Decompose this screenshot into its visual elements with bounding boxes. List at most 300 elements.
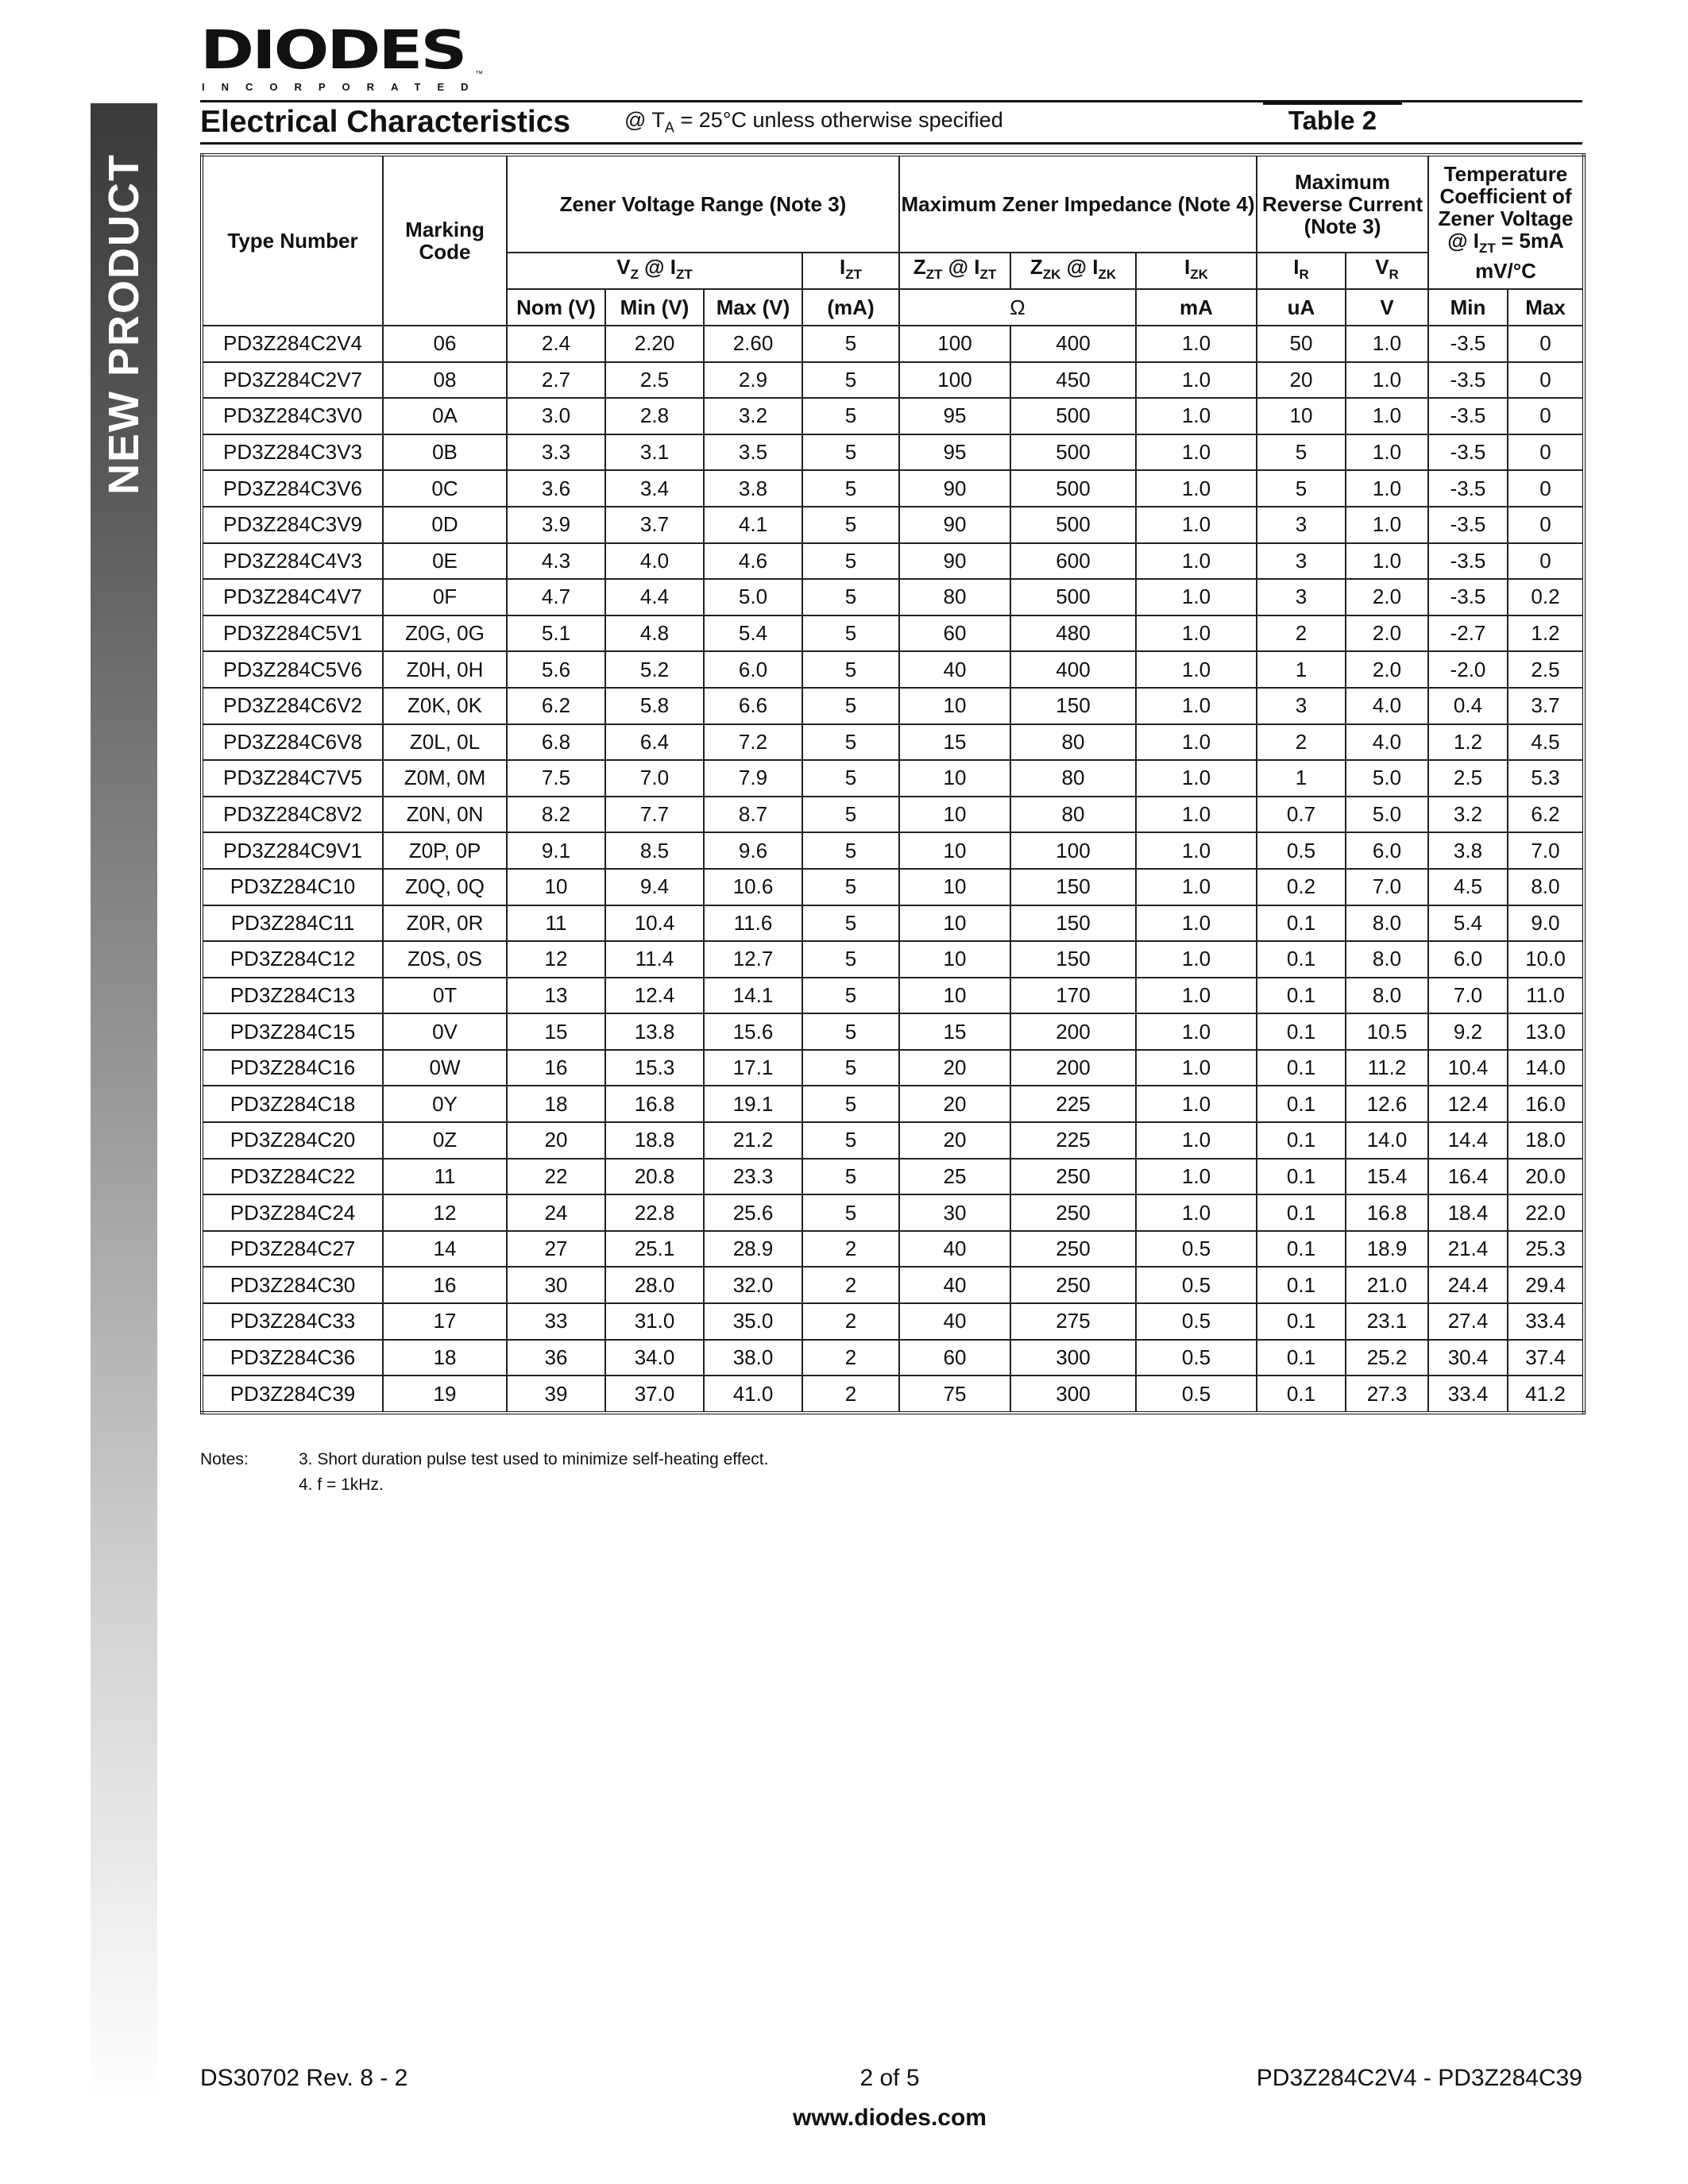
value-cell: 2.0 [1346, 579, 1428, 615]
value-cell: 10 [899, 869, 1010, 905]
marking-code-cell: Z0N, 0N [383, 797, 507, 833]
table-row [202, 1340, 1584, 1376]
footer-doc-id: DS30702 Rev. 8 - 2 [200, 2065, 408, 2091]
value-cell: 29.4 [1508, 1267, 1584, 1303]
value-cell: 16 [507, 1050, 605, 1086]
value-cell: 22 [507, 1159, 605, 1195]
type-number-cell: PD3Z284C18 [202, 1086, 383, 1122]
value-cell: 33 [507, 1303, 605, 1340]
value-cell: 90 [899, 507, 1010, 543]
marking-code-cell: 0V [383, 1013, 507, 1050]
test-condition: @ $T_A = 25^\circ C$ unless otherwise specified [624, 108, 1003, 136]
value-cell: 4.0 [1346, 724, 1428, 761]
value-cell: 5 [802, 978, 899, 1014]
table-row [202, 470, 1584, 507]
col-type-number: Type Number [202, 155, 383, 326]
value-cell: 1.0 [1346, 470, 1428, 507]
value-cell: 500 [1010, 398, 1136, 434]
value-cell: 2.5 [605, 362, 704, 399]
value-cell: 225 [1010, 1122, 1136, 1159]
unit-izt: (mA) [802, 289, 899, 326]
marking-code-cell: 0W [383, 1050, 507, 1086]
value-cell: 5 [1257, 470, 1346, 507]
value-cell: 3.2 [1428, 797, 1508, 833]
value-cell: 21.4 [1428, 1231, 1508, 1268]
value-cell: 14.0 [1508, 1050, 1584, 1086]
value-cell: 0.1 [1257, 1267, 1346, 1303]
value-cell: 250 [1010, 1194, 1136, 1231]
value-cell: 6.0 [704, 651, 802, 688]
value-cell: 1.2 [1508, 615, 1584, 652]
value-cell: 17.1 [704, 1050, 802, 1086]
value-cell: 500 [1010, 434, 1136, 471]
value-cell: 10 [507, 869, 605, 905]
marking-code-cell: 0F [383, 579, 507, 615]
value-cell: 0 [1508, 507, 1584, 543]
value-cell: 2 [802, 1303, 899, 1340]
marking-code-cell: 0C [383, 470, 507, 507]
value-cell: 5 [802, 398, 899, 434]
value-cell: 250 [1010, 1231, 1136, 1268]
marking-code-cell: 11 [383, 1159, 507, 1195]
value-cell: 3 [1257, 579, 1346, 615]
value-cell: 5.1 [507, 615, 605, 652]
value-cell: 250 [1010, 1159, 1136, 1195]
value-cell: 95 [899, 398, 1010, 434]
value-cell: 0.1 [1257, 1086, 1346, 1122]
value-cell: 6.0 [1346, 832, 1428, 869]
value-cell: 5.0 [704, 579, 802, 615]
marking-code-cell: 0A [383, 398, 507, 434]
value-cell: 7.0 [1346, 869, 1428, 905]
value-cell: 3.7 [605, 507, 704, 543]
value-cell: 2.0 [1346, 651, 1428, 688]
value-cell: 3.2 [704, 398, 802, 434]
marking-code-cell: Z0P, 0P [383, 832, 507, 869]
type-number-cell: PD3Z284C9V1 [202, 832, 383, 869]
value-cell: 0 [1508, 398, 1584, 434]
type-number-cell: PD3Z284C7V5 [202, 760, 383, 797]
type-number-cell: PD3Z284C3V0 [202, 398, 383, 434]
value-cell: 80 [899, 579, 1010, 615]
value-cell: 2.8 [605, 398, 704, 434]
value-cell: 3.0 [507, 398, 605, 434]
value-cell: 8.0 [1508, 869, 1584, 905]
value-cell: 8.2 [507, 797, 605, 833]
value-cell: 25.2 [1346, 1340, 1428, 1376]
value-cell: 4.5 [1428, 869, 1508, 905]
col-izt: $I_{ZT}$ [802, 253, 899, 289]
table-row [202, 615, 1584, 652]
value-cell: 25 [899, 1159, 1010, 1195]
value-cell: 1.0 [1136, 470, 1257, 507]
type-number-cell: PD3Z284C6V8 [202, 724, 383, 761]
value-cell: 9.6 [704, 832, 802, 869]
value-cell: 10 [899, 941, 1010, 978]
value-cell: 3.7 [1508, 688, 1584, 724]
value-cell: 7.0 [1428, 978, 1508, 1014]
value-cell: 10 [899, 978, 1010, 1014]
marking-code-cell: 14 [383, 1231, 507, 1268]
value-cell: 1.0 [1136, 724, 1257, 761]
value-cell: 12.6 [1346, 1086, 1428, 1122]
value-cell: 20 [899, 1122, 1010, 1159]
value-cell: 0.7 [1257, 797, 1346, 833]
value-cell: 22.0 [1508, 1194, 1584, 1231]
value-cell: 36 [507, 1340, 605, 1376]
group-temp-coefficient: Temperature Coefficient of Zener Voltage @ $I_{ZT} = 5mA$ mV/°C [1428, 155, 1584, 289]
value-cell: 0.5 [1136, 1303, 1257, 1340]
value-cell: 16.4 [1428, 1159, 1508, 1195]
marking-code-cell: 0B [383, 434, 507, 471]
diodes-logo [200, 19, 486, 95]
value-cell: 0.5 [1136, 1340, 1257, 1376]
value-cell: 5.0 [1346, 797, 1428, 833]
value-cell: 15.6 [704, 1013, 802, 1050]
col-vr: $V_R$ [1346, 253, 1428, 289]
value-cell: 1.0 [1136, 905, 1257, 942]
value-cell: 40 [899, 1267, 1010, 1303]
value-cell: 12.4 [605, 978, 704, 1014]
value-cell: 5 [802, 615, 899, 652]
value-cell: 37.0 [605, 1376, 704, 1413]
value-cell: 24.4 [1428, 1267, 1508, 1303]
value-cell: 500 [1010, 579, 1136, 615]
value-cell: 3.9 [507, 507, 605, 543]
value-cell: 1.0 [1136, 1194, 1257, 1231]
value-cell: 20 [1257, 362, 1346, 399]
marking-code-cell: 19 [383, 1376, 507, 1413]
value-cell: 15.3 [605, 1050, 704, 1086]
value-cell: 10.6 [704, 869, 802, 905]
value-cell: 18.4 [1428, 1194, 1508, 1231]
value-cell: 10.5 [1346, 1013, 1428, 1050]
group-zener-voltage-range: Zener Voltage Range (Note 3) [507, 155, 899, 253]
value-cell: 23.3 [704, 1159, 802, 1195]
value-cell: 37.4 [1508, 1340, 1584, 1376]
value-cell: 20.0 [1508, 1159, 1584, 1195]
value-cell: 4.3 [507, 543, 605, 580]
table-row [202, 651, 1584, 688]
value-cell: 3.6 [507, 470, 605, 507]
value-cell: 0.1 [1257, 1194, 1346, 1231]
type-number-cell: PD3Z284C24 [202, 1194, 383, 1231]
value-cell: 0 [1508, 362, 1584, 399]
value-cell: 5 [802, 470, 899, 507]
value-cell: 18 [507, 1086, 605, 1122]
table-row [202, 760, 1584, 797]
group-max-zener-impedance: Maximum Zener Impedance (Note 4) [899, 155, 1257, 253]
value-cell: 4.7 [507, 579, 605, 615]
value-cell: 1 [1257, 760, 1346, 797]
value-cell: 4.8 [605, 615, 704, 652]
table-head [202, 155, 1584, 326]
value-cell: 5 [802, 1013, 899, 1050]
value-cell: 4.4 [605, 579, 704, 615]
type-number-cell: PD3Z284C20 [202, 1122, 383, 1159]
value-cell: 0.1 [1257, 1122, 1346, 1159]
value-cell: 10 [899, 797, 1010, 833]
table-row [202, 832, 1584, 869]
value-cell: 35.0 [704, 1303, 802, 1340]
value-cell: 10.4 [605, 905, 704, 942]
value-cell: 50 [1257, 326, 1346, 362]
value-cell: 0.1 [1257, 1340, 1346, 1376]
col-izk: $I_{ZK}$ [1136, 253, 1257, 289]
value-cell: 200 [1010, 1050, 1136, 1086]
marking-code-cell: 0Y [383, 1086, 507, 1122]
value-cell: 1.0 [1346, 398, 1428, 434]
value-cell: 0.1 [1257, 1050, 1346, 1086]
value-cell: 10.4 [1428, 1050, 1508, 1086]
col-ir: $I_R$ [1257, 253, 1346, 289]
value-cell: 5.2 [605, 651, 704, 688]
marking-code-cell: Z0L, 0L [383, 724, 507, 761]
value-cell: 0.1 [1257, 905, 1346, 942]
value-cell: -2.0 [1428, 651, 1508, 688]
value-cell: 3.1 [605, 434, 704, 471]
value-cell: 11 [507, 905, 605, 942]
value-cell: 7.2 [704, 724, 802, 761]
value-cell: 41.2 [1508, 1376, 1584, 1413]
value-cell: 13 [507, 978, 605, 1014]
value-cell: 6.2 [1508, 797, 1584, 833]
type-number-cell: PD3Z284C22 [202, 1159, 383, 1195]
value-cell: 2 [802, 1267, 899, 1303]
value-cell: 5.0 [1346, 760, 1428, 797]
col-vz-at-izt: $V_Z$ @ $I_{ZT}$ [507, 253, 802, 289]
value-cell: 2.4 [507, 326, 605, 362]
value-cell: 5 [802, 905, 899, 942]
value-cell: 3 [1257, 688, 1346, 724]
value-cell: 0.5 [1136, 1376, 1257, 1413]
value-cell: 5 [802, 1050, 899, 1086]
value-cell: 20.8 [605, 1159, 704, 1195]
section-title: Electrical Characteristics [200, 105, 571, 139]
value-cell: 41.0 [704, 1376, 802, 1413]
value-cell: -3.5 [1428, 543, 1508, 580]
value-cell: 1.0 [1136, 1122, 1257, 1159]
value-cell: 1.0 [1136, 507, 1257, 543]
note-4: 4. f = 1kHz. [299, 1476, 384, 1494]
value-cell: 5 [802, 832, 899, 869]
value-cell: 5 [802, 579, 899, 615]
type-number-cell: PD3Z284C15 [202, 1013, 383, 1050]
value-cell: -3.5 [1428, 470, 1508, 507]
value-cell: 80 [1010, 724, 1136, 761]
value-cell: 27.4 [1428, 1303, 1508, 1340]
value-cell: 5 [802, 797, 899, 833]
value-cell: 5 [802, 362, 899, 399]
table-body [202, 326, 1584, 1413]
value-cell: 100 [899, 326, 1010, 362]
footer-part-range: PD3Z284C2V4 - PD3Z284C39 [1256, 2065, 1582, 2091]
table-row [202, 1303, 1584, 1340]
value-cell: 15 [899, 1013, 1010, 1050]
marking-code-cell: Z0R, 0R [383, 905, 507, 942]
table-row [202, 1376, 1584, 1413]
value-cell: 1.0 [1136, 1013, 1257, 1050]
table-row [202, 905, 1584, 942]
value-cell: 5 [802, 688, 899, 724]
value-cell: 15 [899, 724, 1010, 761]
value-cell: 14.4 [1428, 1122, 1508, 1159]
table-row [202, 398, 1584, 434]
type-number-cell: PD3Z284C8V2 [202, 797, 383, 833]
value-cell: -3.5 [1428, 326, 1508, 362]
value-cell: 1.0 [1346, 507, 1428, 543]
value-cell: 2 [1257, 615, 1346, 652]
type-number-cell: PD3Z284C39 [202, 1376, 383, 1413]
value-cell: -3.5 [1428, 507, 1508, 543]
type-number-cell: PD3Z284C4V7 [202, 579, 383, 615]
value-cell: 18.0 [1508, 1122, 1584, 1159]
value-cell: 20 [507, 1122, 605, 1159]
value-cell: 1.0 [1136, 978, 1257, 1014]
type-number-cell: PD3Z284C5V6 [202, 651, 383, 688]
marking-code-cell: 0D [383, 507, 507, 543]
value-cell: 40 [899, 651, 1010, 688]
value-cell: 33.4 [1508, 1303, 1584, 1340]
footer-website-link[interactable]: www.diodes.com [793, 2105, 987, 2131]
table-row [202, 1013, 1584, 1050]
logo-subtitle: INCORPORATED [202, 81, 485, 93]
col-zzt-at-izt: $Z_{ZT}$ @ $I_{ZT}$ [899, 253, 1010, 289]
value-cell: 3.4 [605, 470, 704, 507]
value-cell: 5.8 [605, 688, 704, 724]
value-cell: 15 [507, 1013, 605, 1050]
value-cell: 5 [802, 1122, 899, 1159]
unit-nom: Nom (V) [507, 289, 605, 326]
value-cell: 2.60 [704, 326, 802, 362]
value-cell: 5.4 [704, 615, 802, 652]
value-cell: 150 [1010, 905, 1136, 942]
value-cell: 0.5 [1136, 1267, 1257, 1303]
marking-code-cell: 08 [383, 362, 507, 399]
value-cell: 16.8 [605, 1086, 704, 1122]
value-cell: 5 [802, 651, 899, 688]
value-cell: 5 [802, 869, 899, 905]
value-cell: 200 [1010, 1013, 1136, 1050]
electrical-characteristics-table [200, 153, 1586, 1414]
value-cell: 27.3 [1346, 1376, 1428, 1413]
table-row [202, 1267, 1584, 1303]
value-cell: 12 [507, 941, 605, 978]
value-cell: 0.5 [1136, 1231, 1257, 1268]
value-cell: 11.0 [1508, 978, 1584, 1014]
value-cell: -3.5 [1428, 362, 1508, 399]
value-cell: 1.0 [1346, 362, 1428, 399]
value-cell: 1.0 [1136, 543, 1257, 580]
value-cell: 7.9 [704, 760, 802, 797]
value-cell: 4.6 [704, 543, 802, 580]
value-cell: 0.1 [1257, 978, 1346, 1014]
value-cell: 150 [1010, 941, 1136, 978]
type-number-cell: PD3Z284C16 [202, 1050, 383, 1086]
value-cell: 7.5 [507, 760, 605, 797]
value-cell: 9.4 [605, 869, 704, 905]
value-cell: 19.1 [704, 1086, 802, 1122]
value-cell: 9.0 [1508, 905, 1584, 942]
value-cell: 0.2 [1257, 869, 1346, 905]
value-cell: 28.0 [605, 1267, 704, 1303]
value-cell: 16.0 [1508, 1086, 1584, 1122]
value-cell: 27 [507, 1231, 605, 1268]
value-cell: 20 [899, 1086, 1010, 1122]
table-row [202, 362, 1584, 399]
unit-vr: V [1346, 289, 1428, 326]
table-row [202, 1122, 1584, 1159]
value-cell: 0.1 [1257, 1231, 1346, 1268]
value-cell: 60 [899, 615, 1010, 652]
value-cell: 10.0 [1508, 941, 1584, 978]
value-cell: 300 [1010, 1376, 1136, 1413]
table-row [202, 1194, 1584, 1231]
value-cell: 5.6 [507, 651, 605, 688]
value-cell: 0.2 [1508, 579, 1584, 615]
value-cell: 5 [802, 507, 899, 543]
value-cell: 3.3 [507, 434, 605, 471]
type-number-cell: PD3Z284C2V4 [202, 326, 383, 362]
table-label: Table 2 [1263, 102, 1402, 141]
value-cell: 18.9 [1346, 1231, 1428, 1268]
value-cell: 275 [1010, 1303, 1136, 1340]
type-number-cell: PD3Z284C30 [202, 1267, 383, 1303]
value-cell: 3.5 [704, 434, 802, 471]
new-product-label: NEW PRODUCT [100, 153, 148, 495]
value-cell: 5.4 [1428, 905, 1508, 942]
value-cell: 40 [899, 1303, 1010, 1340]
value-cell: 250 [1010, 1267, 1136, 1303]
type-number-cell: PD3Z284C11 [202, 905, 383, 942]
value-cell: 8.0 [1346, 905, 1428, 942]
value-cell: 0 [1508, 434, 1584, 471]
value-cell: 20 [899, 1050, 1010, 1086]
table-row [202, 978, 1584, 1014]
trademark-mark: ™ [475, 70, 483, 79]
unit-tc-max: Max [1508, 289, 1584, 326]
value-cell: 2.7 [507, 362, 605, 399]
value-cell: 21.0 [1346, 1267, 1428, 1303]
table-row [202, 1086, 1584, 1122]
value-cell: 7.0 [605, 760, 704, 797]
value-cell: 1.0 [1136, 1050, 1257, 1086]
unit-izk: mA [1136, 289, 1257, 326]
table-row [202, 1231, 1584, 1268]
value-cell: 10 [1257, 398, 1346, 434]
value-cell: 13.0 [1508, 1013, 1584, 1050]
value-cell: 4.1 [704, 507, 802, 543]
value-cell: 3.8 [704, 470, 802, 507]
table-row [202, 1159, 1584, 1195]
value-cell: 0.5 [1257, 832, 1346, 869]
value-cell: 1.0 [1136, 832, 1257, 869]
value-cell: 170 [1010, 978, 1136, 1014]
type-number-cell: PD3Z284C12 [202, 941, 383, 978]
value-cell: 4.5 [1508, 724, 1584, 761]
value-cell: 30 [899, 1194, 1010, 1231]
value-cell: 1.0 [1136, 326, 1257, 362]
value-cell: 150 [1010, 869, 1136, 905]
value-cell: 10 [899, 905, 1010, 942]
value-cell: 4.0 [1346, 688, 1428, 724]
marking-code-cell: 0Z [383, 1122, 507, 1159]
type-number-cell: PD3Z284C3V9 [202, 507, 383, 543]
value-cell: 1.2 [1428, 724, 1508, 761]
type-number-cell: PD3Z284C33 [202, 1303, 383, 1340]
value-cell: 4.0 [605, 543, 704, 580]
value-cell: 3 [1257, 507, 1346, 543]
